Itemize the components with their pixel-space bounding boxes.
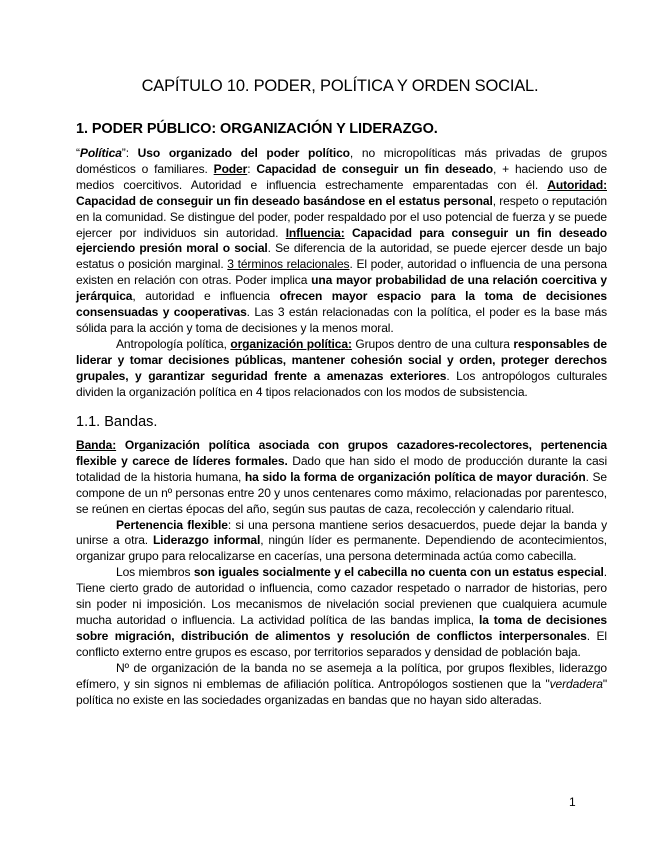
text-run: ofrecen mayor espacio para la toma de decisiones consensuadas y cooperativas (76, 289, 607, 320)
page-number: 1 (569, 795, 576, 809)
text-run: , respeto o reputación en la comunidad. Se distingue del poder, poder respaldado por el uso potencial de fuerza y se puede ejercer por individuos sin autoridad. (76, 193, 607, 240)
text-run: “ (76, 146, 80, 160)
text-run: organización política: (230, 336, 352, 351)
text-run: Influencia: (285, 225, 345, 240)
text-run: una mayor probabilidad de una relación coercitiva y jerárquica (76, 273, 607, 304)
text-run: Grupos dentro de una cultura (351, 336, 514, 351)
text-run: , ningún líder es permanente. Dependiendo de acontecimientos, organizar grupo para relocalizarse en cacerías, una persona determinada actúa como cabecilla. (76, 533, 607, 564)
text-run: . Se diferencia de la autoridad, se puede ejercer desde un bajo estatus o posición marginal. (76, 241, 607, 272)
section-1-body (76, 146, 607, 401)
text-run: ”: (121, 146, 138, 160)
paragraph (76, 337, 607, 401)
text-run: verdadera (549, 676, 603, 691)
text-run: Liderazgo informal (152, 533, 261, 548)
section-heading-1: 1. PODER PÚBLICO: ORGANIZACIÓN Y LIDERAZGO. (76, 121, 438, 137)
text-run: . Tiene cierto grado de autoridad o influencia, como cazador respetado o narrador de historias, pero sin poder ni imposición. Los mecanismos de nivelación social previenen que cualquiera acumule mucha autoridad o influencia. La actividad política de las bandas implica, (76, 565, 607, 627)
text-run: Organización política asociada con grupos cazadores-recolectores, pertenencia flexible y carece de líderes formales. (76, 438, 607, 468)
text-run: 3 términos relacionales (227, 257, 350, 272)
paragraph (76, 518, 607, 566)
text-run: " política no existe en las sociedades organizadas en bandas que no hayan sido alteradas. (76, 676, 607, 707)
text-run: la toma de decisiones sobre migración, distribución de alimentos y resolución de conflictos interpersonales (76, 612, 607, 643)
section-heading-1-1: 1.1. Bandas. (76, 414, 158, 430)
text-run: . Se compone de un nº personas entre 20 y unos centenares como máximo, relacionadas por parentesco, se reúnen en ciertas épocas del año, según sus pautas de caza, recolección y calendario ritual. (76, 469, 607, 516)
text-run: ha sido la forma de organización política de mayor duración (244, 469, 586, 484)
text-run: , no micropolíticas más privadas de grupos domésticos o familiares. (76, 146, 607, 176)
text-run (345, 226, 352, 240)
text-run: , autoridad e influencia (132, 289, 280, 304)
text-run: son iguales socialmente y el cabecilla no cuenta con un estatus especial (193, 565, 604, 580)
text-run: Capacidad de conseguir un fin deseado basándose en el estatus personal (76, 193, 493, 208)
paragraph (76, 438, 607, 518)
text-run (116, 438, 125, 452)
section-1-1-body (76, 438, 607, 708)
text-run: Capacidad para conseguir un fin deseado ejerciendo presión moral o social (76, 225, 607, 256)
text-run: Pertenencia flexible (116, 517, 228, 532)
paragraph (76, 565, 607, 660)
text-run: Los miembros (116, 565, 194, 580)
text-run: Autoridad: (547, 177, 607, 192)
text-run: : si una persona mantiene serios desacuerdos, puede dejar la banda y unirse a otra. (76, 517, 608, 548)
text-run: : (247, 161, 257, 176)
paragraph (76, 146, 607, 337)
text-run: . Los antropólogos culturales dividen la organización política en 4 tipos relacionados con los modos de subsistencia. (76, 368, 607, 399)
text-run: Uso organizado del poder político (137, 146, 350, 160)
text-run: Poder (213, 161, 248, 176)
paragraph (76, 661, 607, 709)
text-run: Capacidad de conseguir un fin deseado (256, 161, 493, 176)
text-run: responsables de liderar y tomar decisiones públicas, mantener cohesión social y orden, proteger derechos grupales, y garantizar seguridad frente a amenazas exteriores (76, 336, 607, 383)
chapter-title: CAPÍTULO 10. PODER, POLÍTICA Y ORDEN SOCIAL. (141, 77, 539, 95)
text-run: Política (79, 146, 122, 160)
text-run: . El poder, autoridad o influencia de una persona existen en relación con otras. Poder implica (76, 257, 607, 288)
text-run: Banda: (76, 438, 117, 452)
text-run: , + haciendo uso de medios coercitivos. Autoridad e influencia estrechamente emparentadas con él. (76, 161, 607, 192)
text-run: Nº de organización de la banda no se asemeja a la política, por grupos flexibles, liderazgo efímero, y sin signos ni emblemas de afiliación política. Antropólogos sostienen que la " (76, 660, 607, 691)
text-run: . Las 3 están relacionadas con la política, el poder es la base más sólida para la acción y toma de decisiones y la menos moral. (76, 305, 607, 335)
text-run: . El conflicto externo entre grupos es escaso, por territorios separados y densidad de población baja. (76, 628, 607, 659)
text-run: Antropología política, (116, 336, 231, 351)
text-run: Dado que han sido el modo de producción durante la casi totalidad de la historia humana, (76, 453, 607, 484)
